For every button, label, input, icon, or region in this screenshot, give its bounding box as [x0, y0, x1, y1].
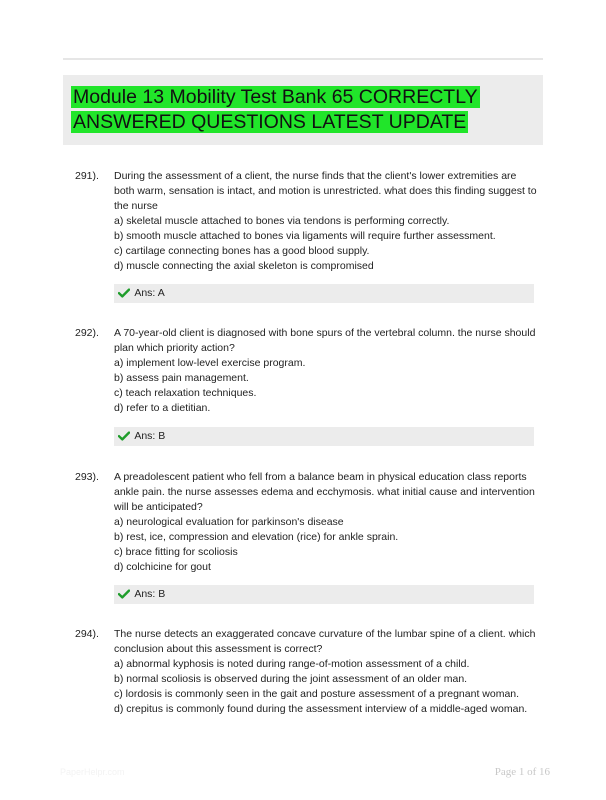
option-d: d) crepitus is commonly found during the assessment interview of a middle-aged woman.	[114, 703, 528, 715]
answer-box	[114, 284, 534, 303]
check-icon	[118, 589, 132, 599]
question-text: A preadolescent patient who fell from a balance beam in physical education class reports ankle pain. the nurse assesses edema and ecchymosis. what initial cause and intervention will be anticipated?	[114, 471, 535, 513]
answer-text: Ans: B	[134, 430, 166, 442]
option-c: c) teach relaxation techniques.	[114, 387, 257, 399]
top-divider	[63, 58, 543, 60]
question-number: 291).	[75, 170, 99, 182]
question-text: The nurse detects an exaggerated concave curvature of the lumbar spine of a client. which conclusion about this assessment is correct?	[114, 628, 536, 655]
option-a: a) neurological evaluation for parkinson's disease	[114, 516, 344, 528]
option-b: b) normal scoliosis is observed during the joint assessment of an older man.	[114, 673, 468, 685]
answer-text: Ans: B	[134, 588, 166, 600]
question-body	[114, 627, 539, 717]
option-c: c) lordosis is commonly seen in the gait and posture assessment of a pregnant woman.	[114, 688, 520, 700]
check-icon	[118, 431, 132, 441]
answer-box	[114, 427, 534, 446]
option-a: a) abnormal kyphosis is noted during range-of-motion assessment of a child.	[114, 658, 470, 670]
question-body	[114, 169, 539, 274]
title-box	[63, 75, 543, 145]
option-d: d) muscle connecting the axial skeleton is compromised	[114, 260, 374, 272]
question-number: 293).	[75, 471, 99, 483]
question-body	[114, 326, 539, 416]
option-c: c) cartilage connecting bones has a good blood supply.	[114, 245, 370, 257]
option-b: b) assess pain management.	[114, 372, 249, 384]
option-b: b) rest, ice, compression and elevation (rice) for ankle sprain.	[114, 531, 399, 543]
option-d: d) refer to a dietitian.	[114, 402, 211, 414]
answer-box	[114, 585, 534, 604]
question-text: A 70-year-old client is diagnosed with bone spurs of the vertebral column. the nurse should plan which priority action?	[114, 327, 536, 354]
option-d: d) colchicine for gout	[114, 561, 211, 573]
watermark: PaperHelpr.com	[60, 767, 125, 777]
option-a: a) implement low-level exercise program.	[114, 357, 306, 369]
document-title: Module 13 Mobility Test Bank 65 CORRECTLY ANSWERED QUESTIONS LATEST UPDATE	[73, 86, 478, 133]
option-a: a) skeletal muscle attached to bones via tendons is performing correctly.	[114, 215, 450, 227]
option-b: b) smooth muscle attached to bones via ligaments will require further assessment.	[114, 230, 496, 242]
answer-text: Ans: A	[134, 287, 165, 299]
check-icon	[118, 288, 132, 298]
question-number: 292).	[75, 327, 99, 339]
option-c: c) brace fitting for scoliosis	[114, 546, 238, 558]
page-number: Page 1 of 16	[494, 766, 550, 778]
question-number: 294).	[75, 628, 99, 640]
question-text: During the assessment of a client, the nurse finds that the client's lower extremities are both warm, sensation is intact, and motion is unrestricted. what does this finding suggest to the nurse	[114, 170, 537, 212]
question-body	[114, 470, 539, 575]
